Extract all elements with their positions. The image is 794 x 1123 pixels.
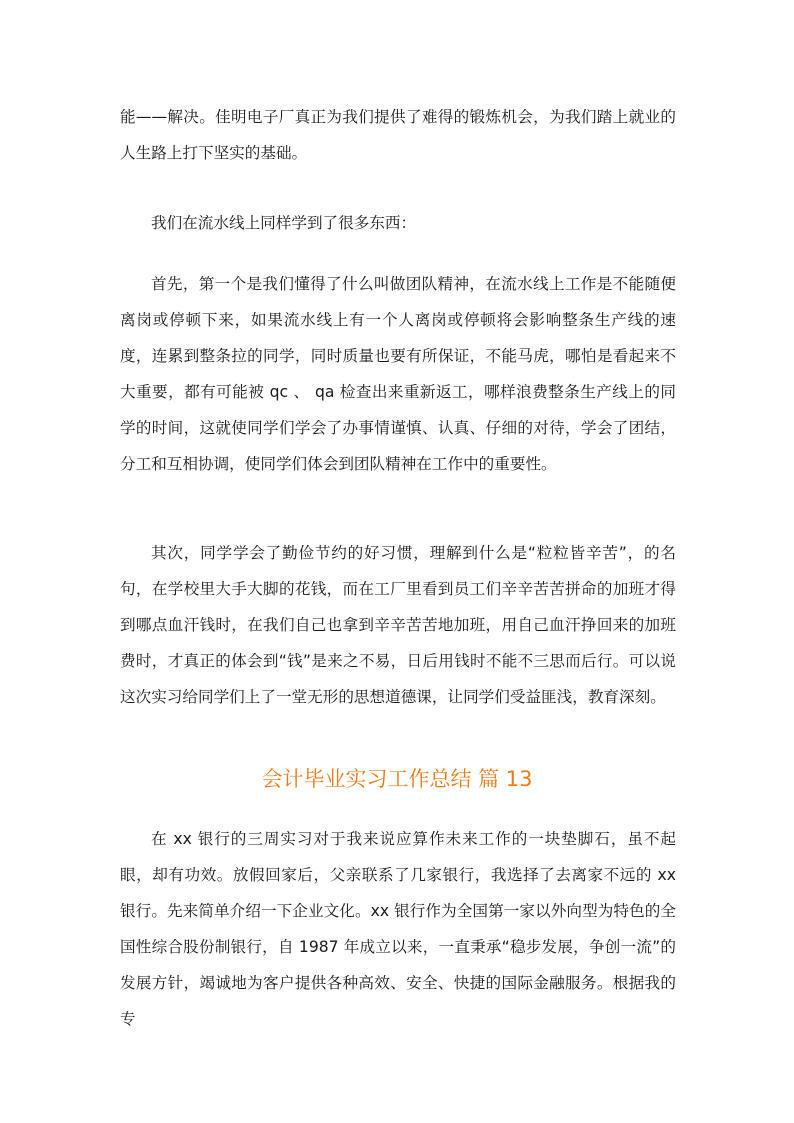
paragraph-continuation: 能——解决。佳明电子厂真正为我们提供了难得的锻炼机会，为我们踏上就业的人生路上打下坚实的基础。 xyxy=(120,108,676,162)
paragraph-thrift: 其次，同学学会了勤俭节约的好习惯，理解到什么是“粒粒皆辛苦”，的名句，在学校里大手大脚的花钱，而在工厂里看到员工们辛辛苦苦拼命的加班才得到哪点血汗钱时，在我们自己也拿到辛辛苦苦地加班，用自己血汗挣回来的加班费时，才真正的体会到“钱”是来之不易，日后用钱时不能不三思而后行。可以说这次实习给同学们上了一堂无形的思想道德课，让同学们受益匪浅，教育深刻。 xyxy=(120,544,676,706)
section-before-2 xyxy=(120,205,676,241)
paragraph-intro: 我们在流水线上同样学到了很多东西： xyxy=(151,214,417,232)
paragraph-bank-internship: 在 xx 银行的三周实习对于我来说应算作未来工作的一块垫脚石，虽不起眼，却有功效。放假回家后，父亲联系了几家银行，我选择了去离家不远的 xx 银行。先来简单介绍一下企业文化。xx 银行作为全国第一家以外向型为特色的全国性综合股份制银行，自 1987 年成立以来，一直秉承“稳步发展，争创一流”的发展方针，竭诚地为客户提供各种高效、安全、快捷的国际金融服务。根据我的专 xyxy=(120,830,676,1028)
paragraph-teamwork: 首先，第一个是我们懂得了什么叫做团队精神，在流水线上工作是不能随便离岗或停顿下来，如果流水线上有一个人离岗或停顿将会影响整条生产线的速度，连累到整条拉的同学，同时质量也要有所保证，不能马虎，哪怕是看起来不大重要，都有可能被 qc 、 qa 检查出来重新返工，哪样浪费整条生产线上的同学的时间，这就使同学们学会了办事情谨慎、认真、仔细的对待，学会了团结，分工和互相协调，使同学们体会到团队精神在工作中的重要性。 xyxy=(120,275,676,473)
section-before-4 xyxy=(120,535,676,715)
section-before-3 xyxy=(120,266,676,482)
section-before xyxy=(120,99,676,171)
section-heading: 会计毕业实习工作总结 篇 13 xyxy=(261,767,533,791)
section-after xyxy=(120,821,676,1037)
